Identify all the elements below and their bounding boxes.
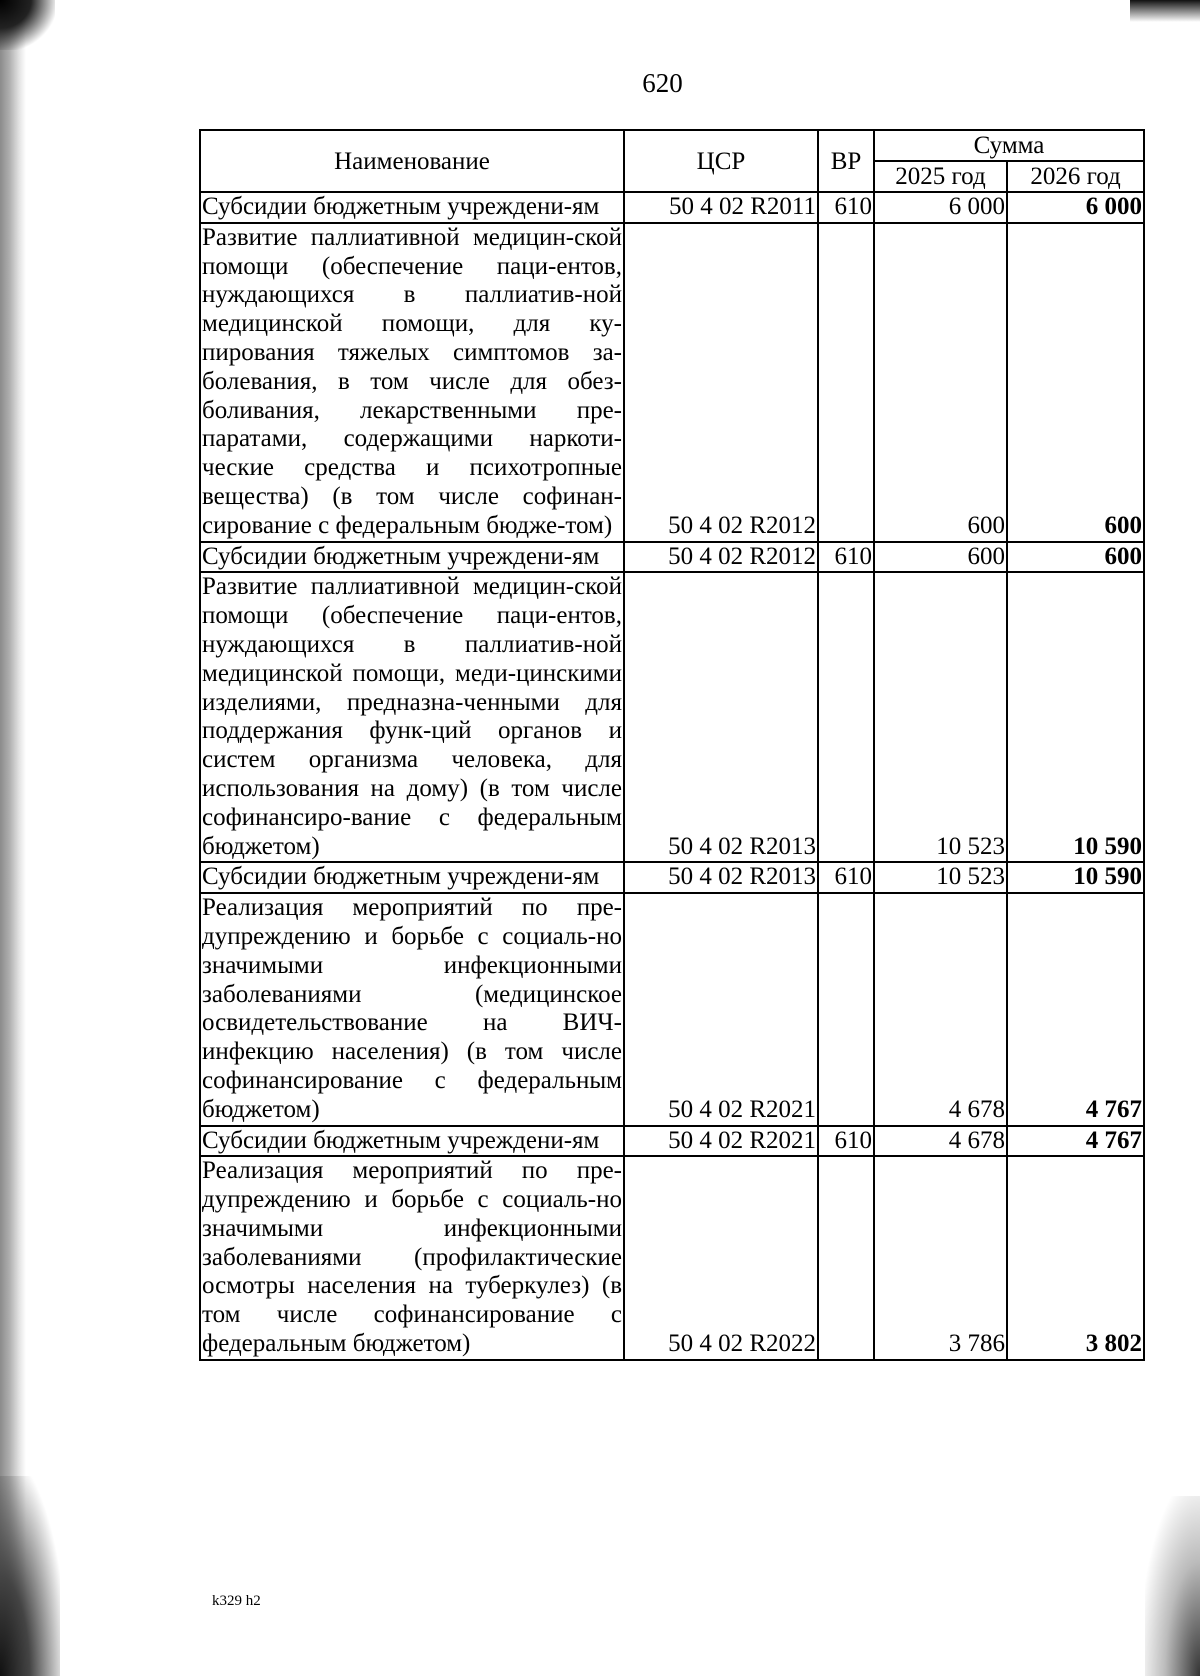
scan-shadow-bottom-left xyxy=(0,1476,60,1676)
amount-2025-cell: 4 678 xyxy=(874,893,1007,1125)
csr-cell: 50 4 02 R2013 xyxy=(624,862,818,893)
amount-2025-cell: 6 000 xyxy=(874,192,1007,223)
amount-2026-cell: 3 802 xyxy=(1007,1156,1144,1360)
name-cell: Субсидии бюджетным учреждени-ям xyxy=(200,1126,624,1157)
table-row xyxy=(200,1156,1144,1360)
amount-2026-cell: 6 000 xyxy=(1007,192,1144,223)
name-cell: Субсидии бюджетным учреждени-ям xyxy=(200,542,624,573)
amount-2025-cell: 600 xyxy=(874,223,1007,542)
csr-cell: 50 4 02 R2011 xyxy=(624,192,818,223)
amount-2026-cell: 600 xyxy=(1007,223,1144,542)
amount-2025-cell: 3 786 xyxy=(874,1156,1007,1360)
csr-cell: 50 4 02 R2022 xyxy=(624,1156,818,1360)
table-row xyxy=(200,862,1144,893)
amount-2026-cell: 4 767 xyxy=(1007,1126,1144,1157)
table-row xyxy=(200,893,1144,1125)
table-row xyxy=(200,572,1144,862)
table-row xyxy=(200,223,1144,542)
csr-cell: 50 4 02 R2013 xyxy=(624,572,818,862)
name-cell: Реализация мероприятий по пре-дупреждению и борьбе с социаль-но значимыми инфекционными заболеваниями (медицинское освидетельствование на ВИЧ-инфекцию населения) (в том числе софинансирование с федеральным бюджетом) xyxy=(200,893,624,1125)
csr-cell: 50 4 02 R2012 xyxy=(624,223,818,542)
table-header xyxy=(200,130,1144,192)
footer-code: k329 h2 xyxy=(212,1593,261,1609)
budget-table xyxy=(199,129,1145,1361)
amount-2025-cell: 600 xyxy=(874,542,1007,573)
csr-cell: 50 4 02 R2012 xyxy=(624,542,818,573)
vr-cell xyxy=(818,572,874,862)
header-csr: ЦСР xyxy=(624,130,818,192)
name-cell: Развитие паллиативной медицин-ской помощи (обеспечение паци-ентов, нуждающихся в паллиатив-ной медицинской помощи, для ку-пирования тяжелых симптомов за-болевания, в том числе для обез-боливания, лекарственными пре-паратами, содержащими наркоти-ческие средства и психотропные вещества) (в том числе софинан-сирование с федеральным бюдже-том) xyxy=(200,223,624,542)
header-year-2026: 2026 год xyxy=(1007,161,1144,192)
vr-cell: 610 xyxy=(818,862,874,893)
name-cell: Субсидии бюджетным учреждени-ям xyxy=(200,192,624,223)
scan-shadow-bottom-right xyxy=(1145,1496,1200,1676)
header-name: Наименование xyxy=(200,130,624,192)
amount-2026-cell: 600 xyxy=(1007,542,1144,573)
header-vr: ВР xyxy=(818,130,874,192)
amount-2025-cell: 10 523 xyxy=(874,862,1007,893)
vr-cell xyxy=(818,1156,874,1360)
amount-2026-cell: 4 767 xyxy=(1007,893,1144,1125)
header-sum: Сумма xyxy=(874,130,1144,161)
header-year-2025: 2025 год xyxy=(874,161,1007,192)
vr-cell: 610 xyxy=(818,542,874,573)
scan-shadow-top-right xyxy=(1130,0,1200,22)
amount-2025-cell: 10 523 xyxy=(874,572,1007,862)
table-body xyxy=(200,192,1144,1360)
vr-cell xyxy=(818,893,874,1125)
scan-shadow-top-left xyxy=(0,0,55,50)
name-cell: Реализация мероприятий по пре-дупреждению и борьбе с социаль-но значимыми инфекционными заболеваниями (профилактические осмотры населения на туберкулез) (в том числе софинансирование с федеральным бюджетом) xyxy=(200,1156,624,1360)
name-cell: Развитие паллиативной медицин-ской помощи (обеспечение паци-ентов, нуждающихся в паллиатив-ной медицинской помощи, меди-цинскими изделиями, предназна-ченными для поддержания функ-ций органов и систем организма человека, для использования на дому) (в том числе софинансиро-вание с федеральным бюджетом) xyxy=(200,572,624,862)
amount-2025-cell: 4 678 xyxy=(874,1126,1007,1157)
table-row xyxy=(200,1126,1144,1157)
csr-cell: 50 4 02 R2021 xyxy=(624,893,818,1125)
table-row xyxy=(200,192,1144,223)
name-cell: Субсидии бюджетным учреждени-ям xyxy=(200,862,624,893)
vr-cell: 610 xyxy=(818,1126,874,1157)
page-number: 620 xyxy=(642,68,683,98)
amount-2026-cell: 10 590 xyxy=(1007,572,1144,862)
table-row xyxy=(200,542,1144,573)
vr-cell: 610 xyxy=(818,192,874,223)
scan-shadow-left xyxy=(0,0,26,1676)
vr-cell xyxy=(818,223,874,542)
amount-2026-cell: 10 590 xyxy=(1007,862,1144,893)
csr-cell: 50 4 02 R2021 xyxy=(624,1126,818,1157)
